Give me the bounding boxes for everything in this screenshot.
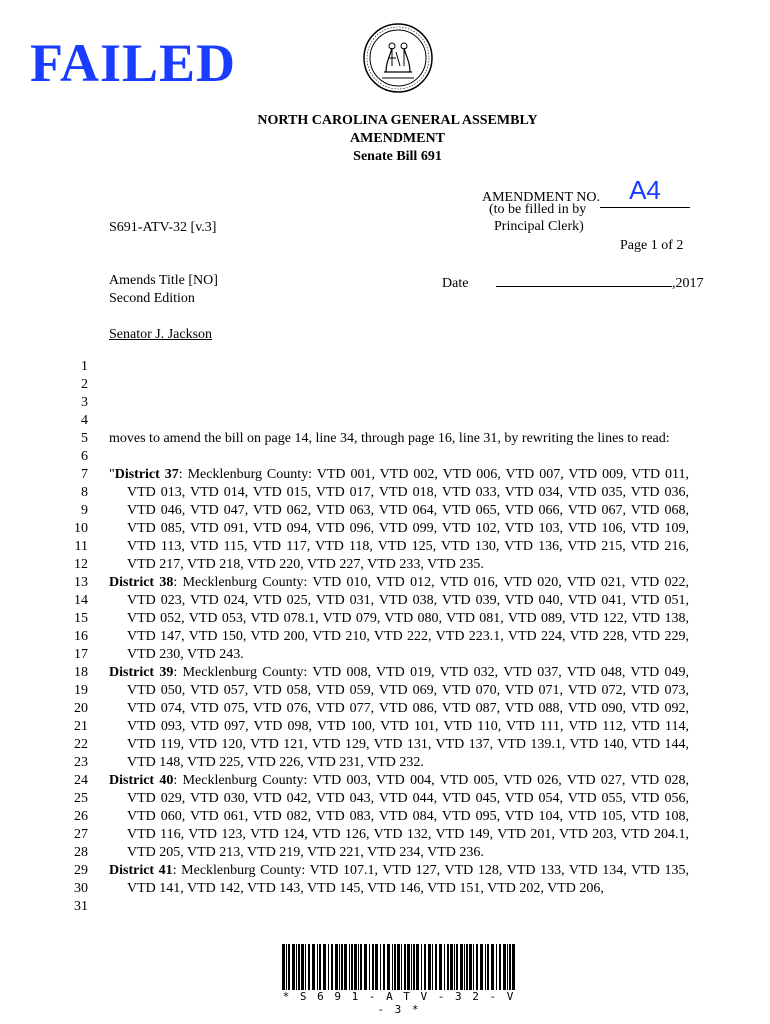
district-paragraph	[109, 664, 689, 772]
line-number: 31	[74, 899, 88, 914]
line-number: 24	[74, 773, 88, 788]
barcode-bar	[413, 944, 415, 990]
line-number: 26	[74, 809, 88, 824]
barcode-bar	[401, 944, 402, 990]
line-number: 9	[81, 503, 88, 518]
barcode-bar	[282, 944, 285, 990]
line-number: 3	[81, 395, 88, 410]
district-paragraph	[109, 466, 689, 574]
line-number: 12	[74, 557, 88, 572]
barcode-bar	[503, 944, 506, 990]
amendment-number: A4	[629, 175, 661, 205]
intro-paragraph: moves to amend the bill on page 14, line 34, through page 16, line 31, by rewriting the lines to read:	[109, 431, 670, 446]
district-name: District 38	[109, 575, 174, 590]
barcode-bar	[387, 944, 390, 990]
line-number: 5	[81, 431, 88, 446]
barcode-bar	[286, 944, 287, 990]
line-number: 10	[74, 521, 88, 536]
barcode-bar	[404, 944, 406, 990]
line-number: 27	[74, 827, 88, 842]
senator-name: Senator J. Jackson	[109, 327, 213, 342]
district-name: District 39	[109, 665, 174, 680]
district-name: District 40	[109, 773, 174, 788]
line-number: 6	[81, 449, 88, 464]
barcode-bar	[450, 944, 453, 990]
barcode-bar	[439, 944, 442, 990]
barcode-bar	[454, 944, 455, 990]
district-precincts: : Mecklenburg County: VTD 001, VTD 002, VTD 006, VTD 007, VTD 009, VTD 011, VTD 013, VTD 014, VTD 015, VTD 017, VTD 018, VTD 033, VTD 034, VTD 035, VTD 036, VTD 046, VTD 047, VTD 062, VTD 063, VTD 064, VTD 065, VTD 066, VTD 067, VTD 068, VTD 085, VTD 091, VTD 094, VTD 096, VTD 099, VTD 102, VTD 103, VTD 106, VTD 109, VTD 113, VTD 115, VTD 117, VTD 118, VTD 125, VTD 130, VTD 136, VTD 215, VTD 216, VTD 217, VTD 218, VTD 220, VTD 227, VTD 233, VTD 235.	[127, 467, 690, 572]
barcode-text: * S 6 9 1 - A T V - 3 2 - V - 3 *	[282, 990, 516, 1016]
barcode-bar	[456, 944, 458, 990]
barcode-bar	[487, 944, 489, 990]
barcode-bar	[469, 944, 472, 990]
line-number: 29	[74, 863, 88, 878]
barcode-bar	[397, 944, 400, 990]
line-number: 13	[74, 575, 88, 590]
barcode-bar	[496, 944, 497, 990]
barcode-bar	[360, 944, 362, 990]
barcode-bar	[509, 944, 511, 990]
barcode-bar	[344, 944, 347, 990]
line-number: 14	[74, 593, 88, 608]
line-number: 28	[74, 845, 88, 860]
barcode-bar	[432, 944, 433, 990]
barcode-bar	[407, 944, 410, 990]
barcode-bar	[473, 944, 474, 990]
line-number: 11	[74, 539, 88, 554]
amendment-note-2: Principal Clerk)	[494, 219, 584, 234]
barcode-bar	[466, 944, 468, 990]
barcode-bar	[392, 944, 393, 990]
barcode-bar	[301, 944, 304, 990]
barcode-bar	[444, 944, 445, 990]
barcode-bar	[375, 944, 378, 990]
barcode-bar	[328, 944, 329, 990]
barcode-bar	[335, 944, 338, 990]
line-number: 30	[74, 881, 88, 896]
district-precincts: : Mecklenburg County: VTD 107.1, VTD 127, VTD 128, VTD 133, VTD 134, VTD 135, VTD 141, VTD 142, VTD 143, VTD 145, VTD 146, VTD 151, VTD 202, VTD 206,	[127, 863, 689, 896]
header-assembly: NORTH CAROLINA GENERAL ASSEMBLY	[257, 113, 538, 128]
district-precincts: : Mecklenburg County: VTD 008, VTD 019, VTD 032, VTD 037, VTD 048, VTD 049, VTD 050, VTD 057, VTD 058, VTD 059, VTD 069, VTD 070, VTD 071, VTD 072, VTD 073, VTD 074, VTD 075, VTD 076, VTD 077, VTD 086, VTD 087, VTD 088, VTD 090, VTD 092, VTD 093, VTD 097, VTD 098, VTD 100, VTD 101, VTD 110, VTD 111, VTD 112, VTD 114, VTD 119, VTD 120, VTD 121, VTD 129, VTD 131, VTD 137, VTD 139.1, VTD 140, VTD 144, VTD 148, VTD 225, VTD 226, VTD 231, VTD 232.	[127, 665, 690, 770]
document-code: S691-ATV-32 [v.3]	[109, 220, 217, 235]
line-number: 21	[74, 719, 88, 734]
barcode-bar	[364, 944, 367, 990]
barcode-bar	[298, 944, 300, 990]
barcode-bar	[305, 944, 306, 990]
barcode-bar	[499, 944, 501, 990]
amendment-note-1: (to be filled in by	[489, 202, 587, 217]
line-number: 2	[81, 377, 88, 392]
line-number: 23	[74, 755, 88, 770]
barcode-icon	[282, 944, 516, 990]
date-label: Date	[442, 276, 469, 291]
district-quote: "	[109, 467, 115, 482]
barcode-bar	[349, 944, 350, 990]
district-list	[109, 466, 689, 898]
amends-title: Amends Title [NO]	[109, 273, 218, 288]
barcode-bar	[383, 944, 385, 990]
line-numbers	[60, 358, 88, 916]
barcode-bar	[323, 944, 326, 990]
barcode-bar	[428, 944, 431, 990]
page-label: Page 1 of 2	[620, 238, 684, 253]
barcode-bar	[296, 944, 297, 990]
state-seal-icon	[362, 22, 434, 94]
line-number: 17	[74, 647, 88, 662]
district-paragraph	[109, 862, 689, 898]
date-field	[496, 272, 672, 287]
barcode-bar	[319, 944, 321, 990]
barcode-bar	[292, 944, 295, 990]
header-bill: Senate Bill 691	[353, 149, 442, 164]
barcode-bar	[317, 944, 318, 990]
barcode-bar	[411, 944, 412, 990]
line-number: 25	[74, 791, 88, 806]
district-name: District 41	[109, 863, 173, 878]
barcode-bar	[460, 944, 463, 990]
barcode-bar	[312, 944, 315, 990]
barcode-bar	[372, 944, 374, 990]
barcode-bar	[485, 944, 486, 990]
amendment-body	[109, 430, 689, 898]
barcode-bar	[476, 944, 478, 990]
barcode-bar	[354, 944, 357, 990]
barcode-bar	[480, 944, 483, 990]
barcode-bar	[380, 944, 381, 990]
barcode-bar	[491, 944, 494, 990]
line-number: 19	[74, 683, 88, 698]
district-precincts: : Mecklenburg County: VTD 003, VTD 004, VTD 005, VTD 026, VTD 027, VTD 028, VTD 029, VTD 030, VTD 042, VTD 043, VTD 044, VTD 045, VTD 054, VTD 055, VTD 056, VTD 060, VTD 061, VTD 082, VTD 083, VTD 084, VTD 095, VTD 104, VTD 105, VTD 108, VTD 116, VTD 123, VTD 124, VTD 126, VTD 132, VTD 149, VTD 201, VTD 203, VTD 204.1, VTD 205, VTD 213, VTD 219, VTD 221, VTD 234, VTD 236.	[127, 773, 690, 860]
line-number: 22	[74, 737, 88, 752]
barcode-bar	[416, 944, 419, 990]
barcode-bar	[435, 944, 437, 990]
barcode-bar	[447, 944, 449, 990]
district-paragraph	[109, 772, 689, 862]
district-paragraph	[109, 574, 689, 664]
barcode-bar	[339, 944, 340, 990]
district-precincts: : Mecklenburg County: VTD 010, VTD 012, VTD 016, VTD 020, VTD 021, VTD 022, VTD 023, VTD 024, VTD 025, VTD 031, VTD 038, VTD 039, VTD 040, VTD 041, VTD 051, VTD 052, VTD 053, VTD 078.1, VTD 079, VTD 080, VTD 081, VTD 089, VTD 122, VTD 138, VTD 147, VTD 150, VTD 200, VTD 210, VTD 222, VTD 223.1, VTD 224, VTD 228, VTD 229, VTD 230, VTD 243.	[127, 575, 690, 662]
date-year: ,2017	[671, 276, 704, 291]
district-name: District 37	[114, 467, 179, 482]
barcode-bar	[288, 944, 290, 990]
amendment-label: AMENDMENT NO.	[482, 190, 600, 205]
barcode-bar	[421, 944, 422, 990]
barcode-bar	[464, 944, 465, 990]
barcode-bar	[424, 944, 426, 990]
date-row	[442, 272, 703, 293]
barcode-bar	[369, 944, 370, 990]
barcode-bar	[394, 944, 396, 990]
barcode-bar	[351, 944, 353, 990]
barcode-bar	[507, 944, 508, 990]
header-amendment: AMENDMENT	[350, 131, 445, 146]
line-number: 1	[81, 359, 88, 374]
line-number: 8	[81, 485, 88, 500]
line-number: 16	[74, 629, 88, 644]
line-number: 20	[74, 701, 88, 716]
line-number: 15	[74, 611, 88, 626]
barcode-bar	[512, 944, 515, 990]
edition: Second Edition	[109, 291, 195, 306]
line-number: 18	[74, 665, 88, 680]
amendment-number-field	[600, 175, 690, 208]
line-number: 4	[81, 413, 88, 428]
barcode-bar	[341, 944, 343, 990]
barcode-bar	[358, 944, 359, 990]
line-number: 7	[81, 467, 88, 482]
barcode-bar	[308, 944, 310, 990]
barcode-bar	[331, 944, 333, 990]
failed-stamp: FAILED	[30, 33, 237, 93]
